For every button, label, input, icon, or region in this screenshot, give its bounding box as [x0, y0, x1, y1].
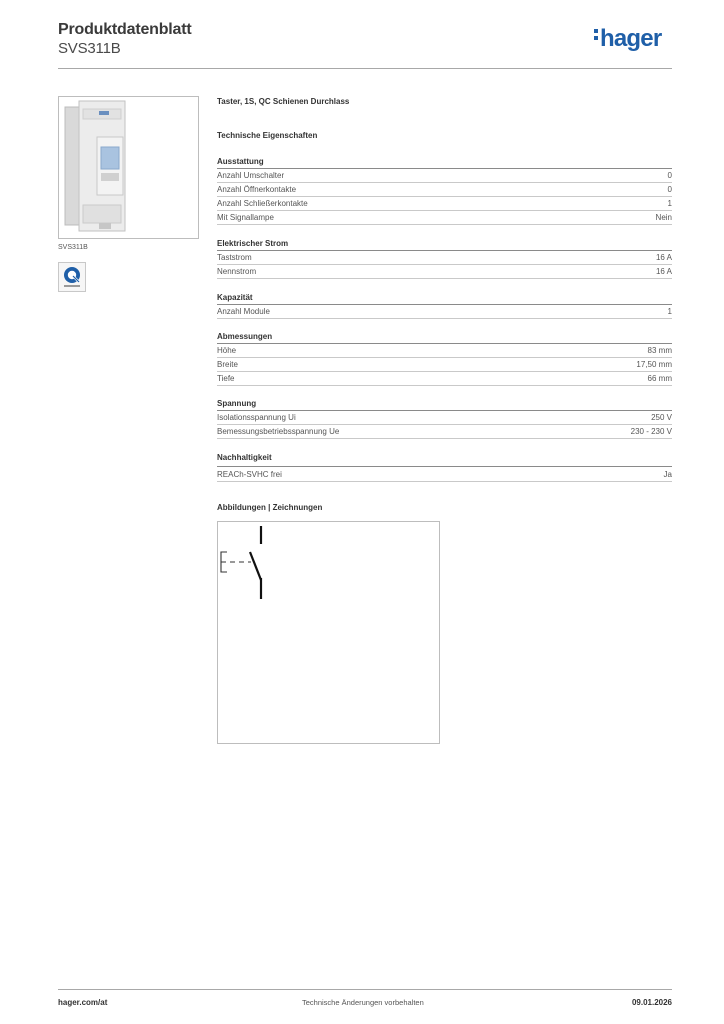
row-value: Ja — [663, 470, 672, 479]
drawings-title: Abbildungen | Zeichnungen — [217, 503, 323, 512]
table-row — [217, 411, 672, 425]
section-title: Ausstattung — [217, 157, 264, 166]
section-title: Kapazität — [217, 293, 253, 302]
hager-logo — [594, 27, 661, 51]
logo-dots-icon — [594, 29, 598, 43]
row-label: Nennstrom — [217, 267, 257, 276]
row-label: Bemessungsbetriebsspannung Ue — [217, 427, 340, 436]
footer-disclaimer: Technische Änderungen vorbehalten — [302, 998, 424, 1007]
din-rail-pushbutton-icon — [59, 97, 198, 238]
product-description: Taster, 1S, QC Schienen Durchlass — [217, 97, 350, 106]
table-row — [217, 425, 672, 439]
pushbutton-switch-symbol-icon — [218, 522, 439, 743]
row-value: 1 — [667, 307, 672, 316]
row-value: 17,50 mm — [636, 360, 672, 369]
row-value: 1 — [667, 199, 672, 208]
footer-date: 09.01.2026 — [631, 998, 672, 1007]
logo-text: hager — [600, 25, 662, 52]
table-row — [217, 183, 672, 197]
tech-heading: Technische Eigenschaften — [217, 131, 318, 140]
table-row — [217, 468, 672, 482]
row-label: Höhe — [217, 346, 237, 355]
row-label: REACh-SVHC frei — [217, 470, 282, 479]
row-label: Breite — [217, 360, 238, 369]
page-title: Produktdatenblatt — [58, 21, 192, 38]
section-title: Abmessungen — [217, 332, 273, 341]
section-divider — [217, 466, 672, 467]
row-label: Isolationsspannung Ui — [217, 413, 296, 422]
row-value: 16 A — [655, 267, 672, 276]
row-label: Taststrom — [217, 253, 252, 262]
footer-website: hager.com/at — [58, 998, 108, 1007]
row-label: Tiefe — [217, 374, 235, 383]
row-value: 83 mm — [647, 346, 672, 355]
section-title: Spannung — [217, 399, 257, 408]
table-row — [217, 197, 672, 211]
row-value: 16 A — [655, 253, 672, 262]
footer-divider — [58, 989, 672, 990]
section-title: Nachhaltigkeit — [217, 453, 272, 462]
table-row — [217, 211, 672, 225]
row-value: 0 — [667, 171, 672, 180]
table-row — [217, 358, 672, 372]
row-value: 230 - 230 V — [630, 427, 672, 436]
table-row — [217, 169, 672, 183]
product-id: SVS311B — [58, 40, 121, 57]
row-value: Nein — [655, 213, 672, 222]
row-label: Mit Signallampe — [217, 213, 274, 222]
row-label: Anzahl Umschalter — [217, 171, 285, 180]
row-value: 250 V — [651, 413, 672, 422]
product-image — [58, 96, 199, 239]
row-value: 66 mm — [647, 374, 672, 383]
row-label: Anzahl Module — [217, 307, 270, 316]
table-row — [217, 265, 672, 279]
section-title: Elektrischer Strom — [217, 239, 289, 248]
row-label: Anzahl Schließerkontakte — [217, 199, 308, 208]
table-row — [217, 372, 672, 386]
table-row — [217, 251, 672, 265]
quality-badge — [58, 262, 86, 292]
table-row — [217, 305, 672, 319]
product-code-caption: SVS311B — [58, 244, 88, 251]
table-row — [217, 344, 672, 358]
header-divider — [58, 68, 672, 69]
row-value: 0 — [667, 185, 672, 194]
quality-q-icon — [59, 263, 85, 291]
drawing-frame — [217, 521, 440, 744]
row-label: Anzahl Öffnerkontakte — [217, 185, 297, 194]
